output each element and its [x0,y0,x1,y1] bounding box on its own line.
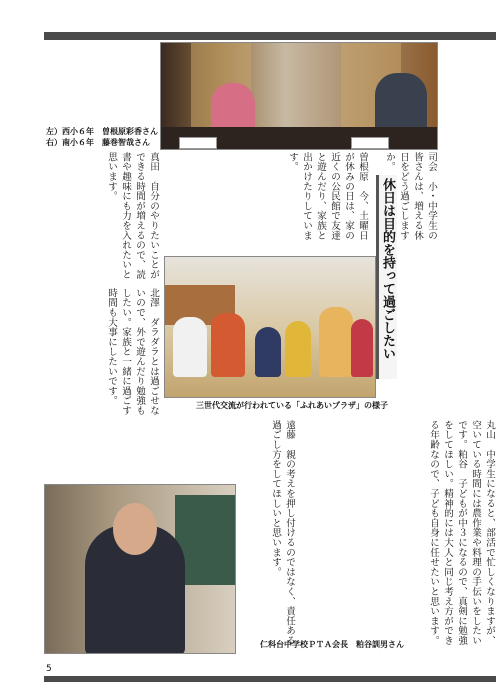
article-column: 遠藤 親の考えを押し付けるのではなく、責任ある過ごし方をしてほしいと思います。 [270,420,295,646]
caption-right-student: 右）南小６年 藤巻智哉さん [46,138,150,147]
students-caption [46,126,158,148]
pta-caption: 仁科台中学校ＰＴＡ会長 粕谷訓男さん [260,640,404,649]
pta-photo [44,484,236,654]
article-column: 丸山 中学生になると、部活で忙しくなりますが、空いている時間には農作業や料理の手伝いをしたいです。粕谷 子どもが中３になるので、真剣に勉強をしてほしい。精神的には大人と同じ考え方ができる年齢なので、子ども自身に任せたいと思います。 [428,420,495,646]
article-column: 司会 小・中学生の皆さんは、増える休日をどう過ごしますか。 [384,152,437,241]
plaza-caption: 三世代交流が行われている「ふれあいプラザ」の様子 [196,401,388,410]
headline: 休日は目的を持って過ごしたい [380,178,395,360]
article-column: 曽根原 今、土曜日が休みの日は、家の近くの公民館で友達と遊んだり、家族と出かけたりしています。 [287,152,368,241]
bottom-rule [44,676,496,682]
plaza-photo [164,256,376,398]
article-column: 北澤 ダラダラとは過ごせないので、外で遊んだり勉強もしたい。家族と一緒に過ごす時間も大事にしたいです。 [106,288,159,416]
students-photo [160,42,438,150]
article-column: 真田 自分のやりたいことができる時間が増えるので、読書や趣味にも力を入れたいと思います。 [106,152,159,280]
caption-left-student: 左）西小６年 曽根原彩香さん [46,127,158,136]
page-number: 5 [46,664,52,674]
top-rule [44,32,496,40]
